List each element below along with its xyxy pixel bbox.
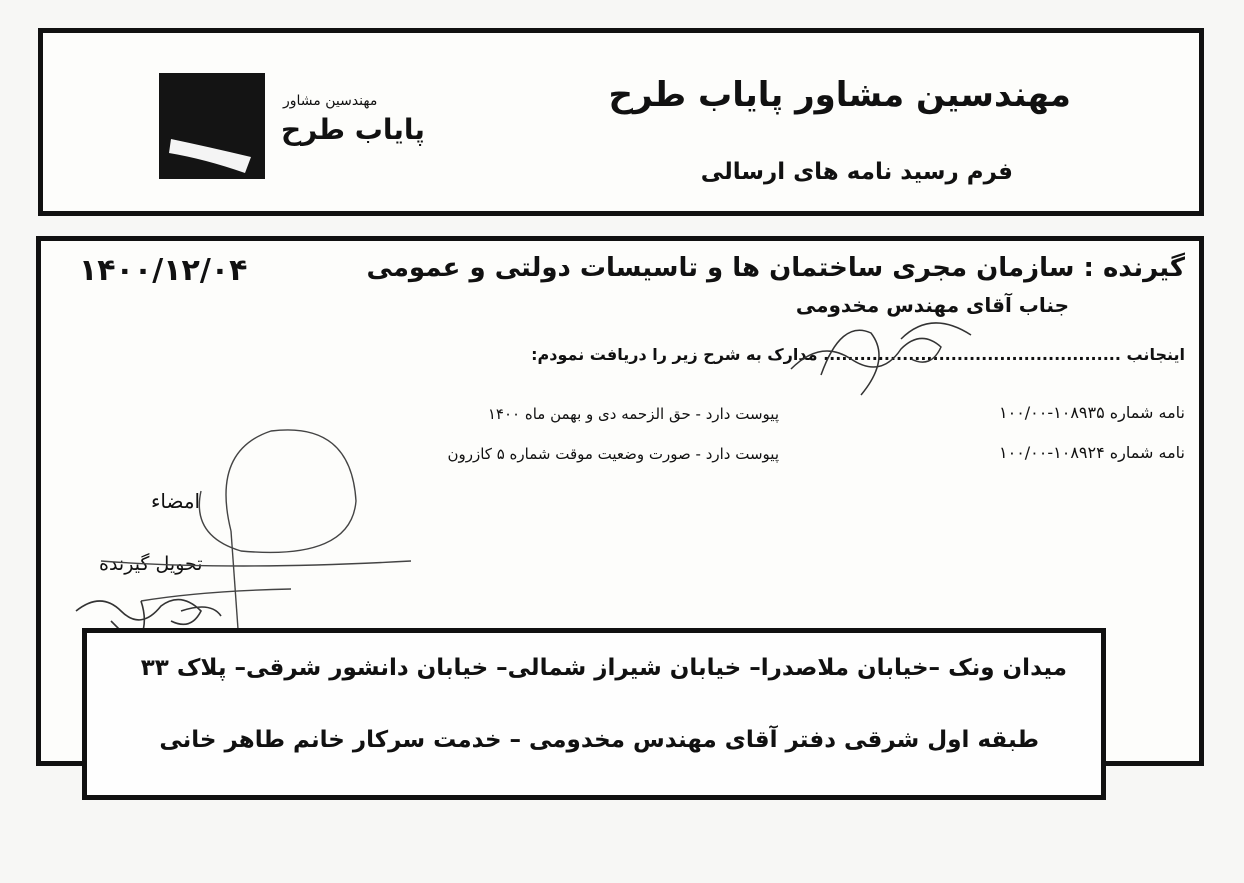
date: ۱۴۰۰/۱۲/۰۴ xyxy=(79,253,248,288)
letter-number: نامه شماره ۱۰۸۹۲۴-۱۰۰/۰۰ xyxy=(999,443,1185,462)
letter-description: پیوست دارد - صورت وضعیت موقت شماره ۵ کازرون xyxy=(447,445,779,463)
address-line: میدان ونک –خیابان ملاصدرا– خیابان شیراز شمالی– خیابان دانشور شرقی– پلاک ۳۳ xyxy=(140,655,1067,681)
salutation: جناب آقای مهندس مخدومی xyxy=(795,293,1069,317)
recipient: گیرنده : سازمان مجری ساختمان ها و تاسیسات دولتی و عمومی xyxy=(366,253,1185,283)
logo-subtitle: مهندسین مشاور xyxy=(283,93,378,109)
company-name: مهندسین مشاور پایاب طرح xyxy=(608,75,1071,115)
signature-label: امضاء xyxy=(151,489,201,513)
address-box xyxy=(82,628,1106,800)
letter-number: نامه شماره ۱۰۸۹۳۵-۱۰۰/۰۰ xyxy=(999,403,1185,422)
handwritten-signature-icon xyxy=(781,299,981,409)
receipt-statement: اینجانب ................................................. مدارک به شرح زیر را دریافت نمودم: xyxy=(531,345,1185,364)
form-title: فرم رسید نامه های ارسالی xyxy=(700,159,1013,185)
logo-name: پایاب طرح xyxy=(281,113,425,146)
logo-mark xyxy=(159,73,265,179)
letter-description: پیوست دارد - حق الزحمه دی و بهمن ماه ۱۴۰۰ xyxy=(487,405,779,423)
logo-stripe-icon xyxy=(159,73,265,179)
header-box xyxy=(38,28,1204,216)
deliverer-label: تحویل گیرنده xyxy=(99,553,203,575)
address-line: طبقه اول شرقی دفتر آقای مهندس مخدومی – خدمت سرکار خانم طاهر خانی xyxy=(159,727,1039,753)
